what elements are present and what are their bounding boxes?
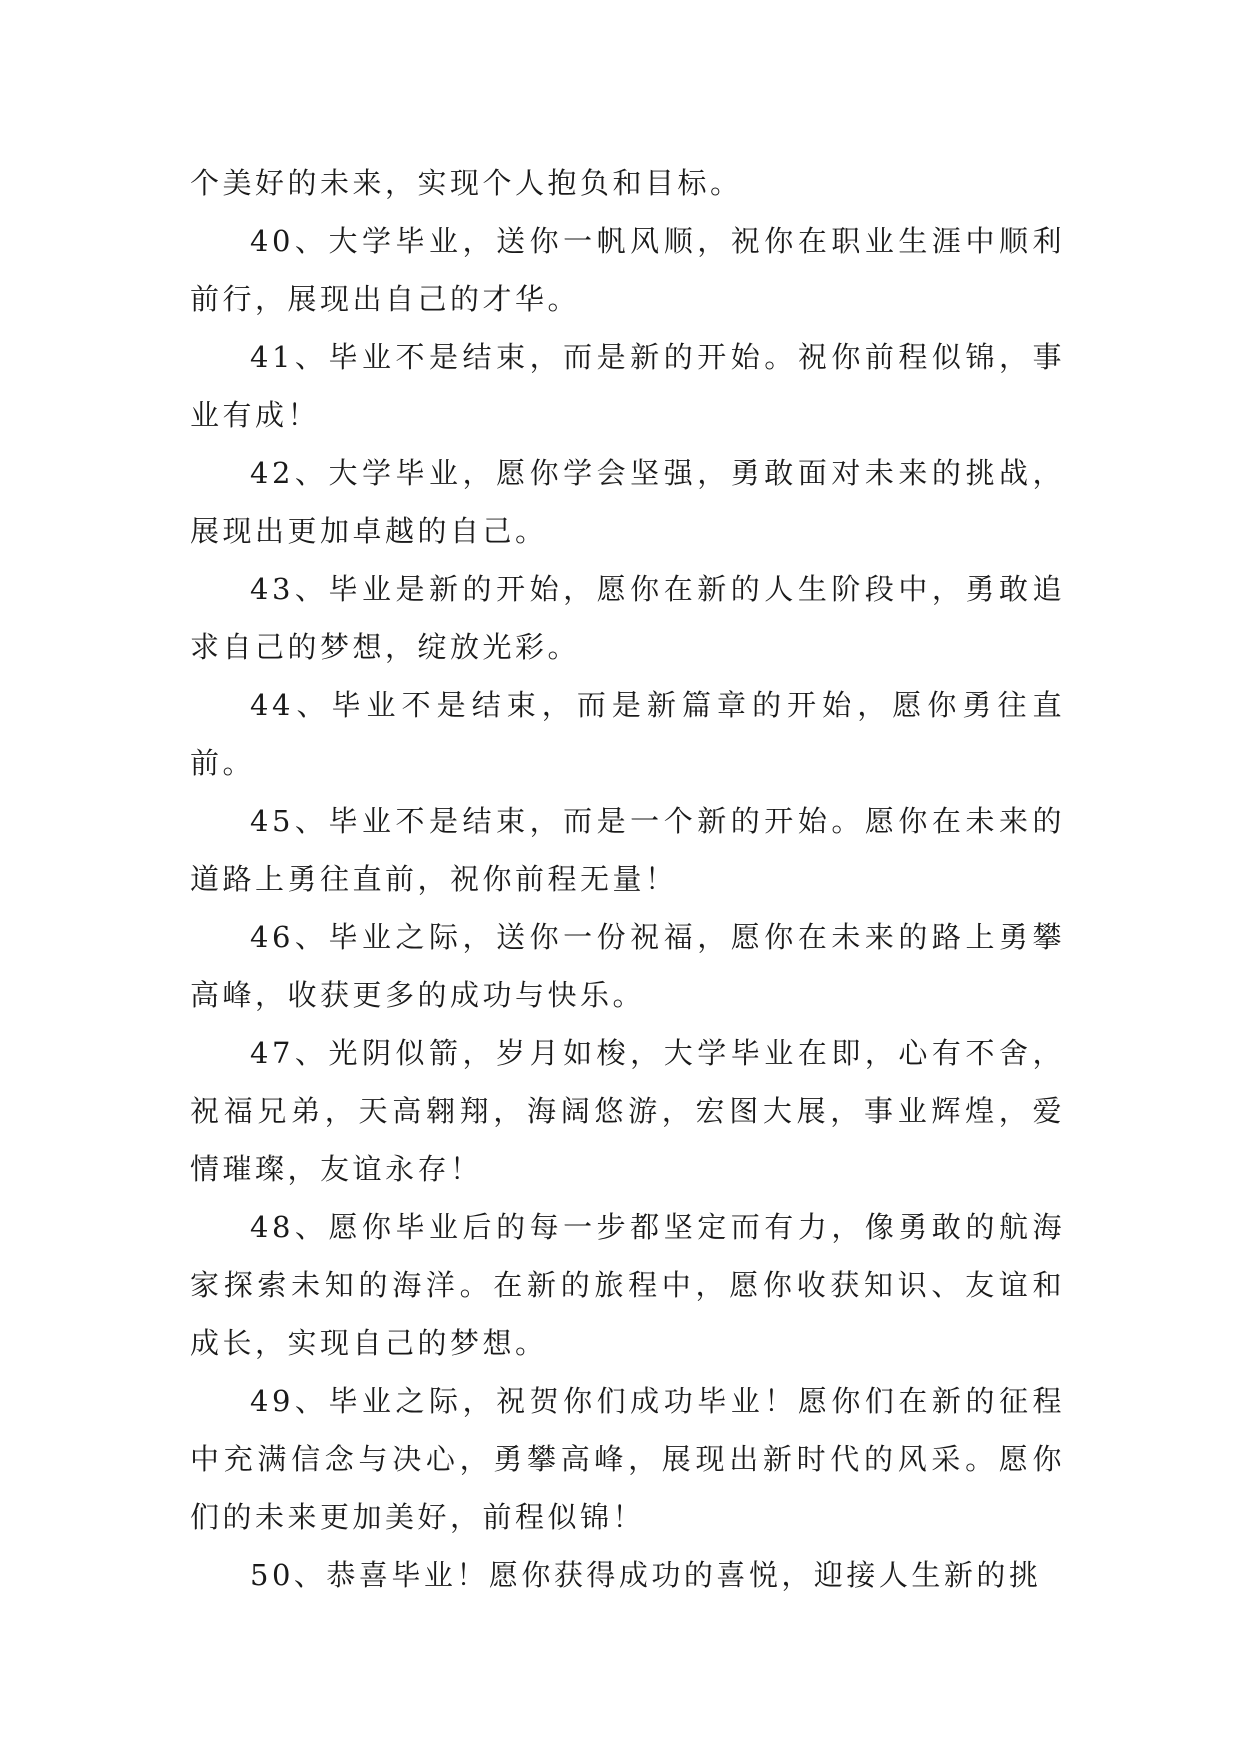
- paragraph-49: 49、毕业之际，祝贺你们成功毕业！愿你们在新的征程中充满信念与决心，勇攀高峰，展现出新时代的风采。愿你们的未来更加美好，前程似锦！: [190, 1384, 1065, 1534]
- paragraph-47: 47、光阴似箭，岁月如梭，大学毕业在即，心有不舍，祝福兄弟，天高翱翔，海阔悠游，宏图大展，事业辉煌，爱情璀璨，友谊永存！: [190, 1036, 1065, 1186]
- paragraph-45: 45、毕业不是结束，而是一个新的开始。愿你在未来的道路上勇往直前，祝你前程无量！: [190, 804, 1065, 896]
- paragraph-42: 42、大学毕业，愿你学会坚强，勇敢面对未来的挑战，展现出更加卓越的自己。: [190, 456, 1065, 548]
- paragraph-43: 43、毕业是新的开始，愿你在新的人生阶段中，勇敢追求自己的梦想，绽放光彩。: [190, 572, 1065, 664]
- paragraph-41: 41、毕业不是结束，而是新的开始。祝你前程似锦，事业有成！: [190, 340, 1065, 432]
- paragraph-40: 40、大学毕业，送你一帆风顺，祝你在职业生涯中顺利前行，展现出自己的才华。: [190, 224, 1065, 316]
- paragraph-50: 50、恭喜毕业！愿你获得成功的喜悦，迎接人生新的挑: [250, 1558, 1042, 1592]
- paragraph-46: 46、毕业之际，送你一份祝福，愿你在未来的路上勇攀高峰，收获更多的成功与快乐。: [190, 920, 1065, 1012]
- paragraph-39-continuation: 个美好的未来，实现个人抱负和目标。: [190, 166, 743, 200]
- paragraph-44: 44、毕业不是结束，而是新篇章的开始，愿你勇往直前。: [190, 688, 1065, 780]
- paragraph-48: 48、愿你毕业后的每一步都坚定而有力，像勇敢的航海家探索未知的海洋。在新的旅程中，愿你收获知识、友谊和成长，实现自己的梦想。: [190, 1210, 1065, 1360]
- document-body: [190, 154, 1065, 1604]
